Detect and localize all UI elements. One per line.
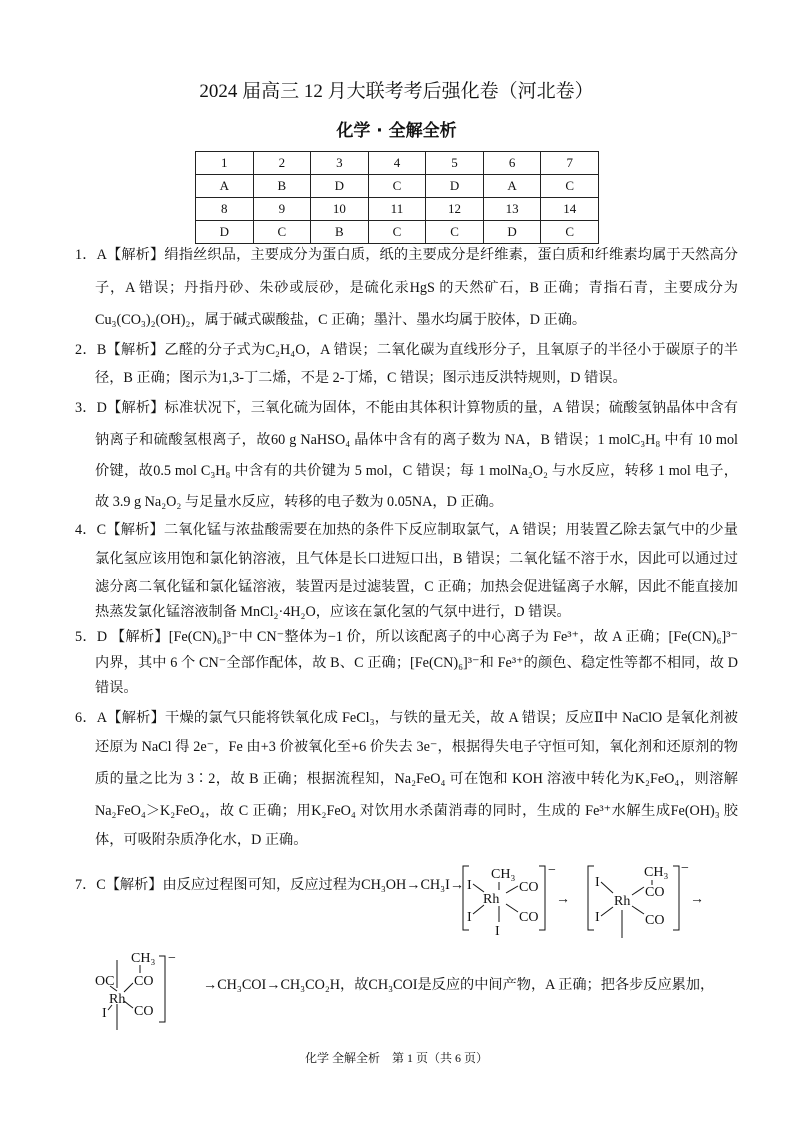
explanation-line: 钠离子和硫酸氢根离子，故60 g NaHSO₄ 晶体中含有的离子数为 NA，B 错误；1 molC₃H₈ 中有 10 mol [95,432,738,448]
table-row [196,221,599,244]
table-cell: D [311,175,369,198]
table-cell: B [253,175,311,198]
table-cell: 13 [483,198,541,221]
explanation-line: 子，A 错误；丹指丹砂、朱砂或辰砂，是硫化汞HgS 的天然矿石，B 正确；青指石青，主要成分为 [95,280,738,296]
table-cell: 4 [368,152,426,175]
explanation-line: 热蒸发氯化锰溶液制备 MnCl₂·4H₂O，应该在氯化氢的气氛中进行，D 错误。 [95,604,571,620]
explanation-line: 5．D 【解析】[Fe(CN)₆]³⁻中 CN⁻整体为−1 价，所以该配离子的中心离子为 Fe³⁺，故 A 正确；[Fe(CN)₆]³⁻ [75,629,738,645]
table-cell: 11 [368,198,426,221]
table-cell: 9 [253,198,311,221]
table-cell: A [483,175,541,198]
chem-label: Rh [483,892,500,907]
explanation-line: 3．D【解析】标准状况下，三氧化硫为固体，不能由其体积计算物质的量，A 错误；硫酸氢钠晶体中含有 [75,400,738,416]
explanation-line: 4．C【解析】二氧化锰与浓盐酸需要在加热的条件下反应制取氯气，A 错误；用装置乙除去氯气中的少量 [75,522,738,538]
explanation-line: 7．C【解析】由反应过程图可知，反应过程为CH₃OH→CH₃I→ [75,877,465,893]
explanation-line: 2．B【解析】乙醛的分子式为C₂H₄O，A 错误；二氧化碳为直线形分子，且氧原子的半径小于碳原子的半 [75,342,738,358]
chem-label: CO [134,1004,154,1019]
explanation-line: 内界，其中 6 个 CN⁻全部作配体，故 B、C 正确；[Fe(CN)₆]³⁻和 Fe³⁺的颜色、稳定性等都不相同，故 D [95,655,738,671]
page-footer: 化学 全解全析 第 1 页（共 6 页） [304,1051,488,1065]
table-cell: A [196,175,254,198]
chem-label: I [495,924,500,939]
chem-label: CH₃ [131,951,156,966]
chem-label: I [467,878,472,893]
charge-label: − [548,863,556,878]
chem-label: OC [95,974,115,989]
table-cell: 8 [196,198,254,221]
table-cell: 1 [196,152,254,175]
table-cell: 10 [311,198,369,221]
table-cell: 14 [541,198,599,221]
chem-label: CO [134,974,154,989]
chem-label: CO [519,880,539,895]
document-title: 2024 届高三 12 月大联考考后强化卷（河北卷） [199,81,594,102]
table-row [196,175,599,198]
explanation-line: 还原为 NaCl 得 2e⁻，Fe 由+3 价被氧化至+6 价失去 3e⁻，根据得失电子守恒可知，氧化剂和还原剂的物 [95,739,738,755]
chem-label: CH₃ [491,867,516,882]
table-cell: C [541,175,599,198]
table-cell: C [368,221,426,244]
arrow-icon: → [556,892,570,907]
explanation-line: 故 3.9 g Na₂O₂ 与足量水反应，转移的电子数为 0.05NA，D 正确。 [95,494,503,510]
chem-label: I [595,910,600,925]
answer-table [195,151,599,244]
table-row [196,152,599,175]
explanation-line: 6．A【解析】干燥的氯气只能将铁氧化成 FeCl₃，与铁的量无关，故 A 错误；反应Ⅱ中 NaClO 是氧化剂被 [75,710,738,726]
chem-label: Rh [109,992,126,1007]
chem-label: I [595,875,600,890]
table-cell: 12 [426,198,484,221]
table-cell: D [483,221,541,244]
explanation-line: Na₂FeO₄＞K₂FeO₄，故 C 正确；用K₂FeO₄ 对饮用水杀菌消毒的同时，生成的 Fe³⁺水解生成Fe(OH)₃ 胶 [95,803,738,819]
explanation-line: 1．A【解析】绢指丝织品，主要成分为蛋白质，纸的主要成分是纤维素，蛋白质和纤维素均属于天然高分 [75,247,738,263]
table-cell: D [426,175,484,198]
table-cell: 5 [426,152,484,175]
explanation-line: 体，可吸附杂质净化水，D 正确。 [95,832,308,848]
table-cell: C [426,221,484,244]
table-cell: C [368,175,426,198]
charge-label: − [681,861,689,876]
explanation-line: 价键，故0.5 mol C₃H₈ 中含有的共价键为 5 mol，C 错误；每 1 molNa₂O₂ 与水反应，转移 1 mol 电子， [95,463,738,479]
table-cell: D [196,221,254,244]
table-cell: 3 [311,152,369,175]
explanation-line: 氯化氢应该用饱和氯化钠溶液，且气体是长口进短口出，B 错误；二氧化锰不溶于水，因此可以通过过 [95,551,738,567]
explanation-line: 径，B 正确；图示为1,3-丁二烯，不是 2-丁烯，C 错误；图示违反洪特规则，D 错误。 [95,370,627,386]
explanation-line: Cu₃(CO₃)₂(OH)₂，属于碱式碳酸盐，C 正确；墨汁、墨水均属于胶体，D 正确。 [95,312,587,328]
table-row [196,198,599,221]
explanation-line: →CH₃COI→CH₃CO₂H，故CH₃COI是反应的中间产物，A 正确；把各步反应累加， [203,977,715,993]
arrow-icon: → [690,892,704,907]
chem-label: CO [645,913,665,928]
document-subtitle: 化学 · 全解全析 [336,121,457,141]
chem-label: I [467,910,472,925]
charge-label: − [168,951,176,966]
chem-label: CH₃ [644,865,669,880]
chem-label: I [102,1006,107,1021]
table-cell: C [541,221,599,244]
table-cell: B [311,221,369,244]
explanation-line: 错误。 [95,680,138,696]
table-cell: 7 [541,152,599,175]
rh-complex-3 [95,951,176,1030]
table-cell: C [253,221,311,244]
table-cell: 6 [483,152,541,175]
rh-complex-1 [463,863,556,939]
table-cell: 2 [253,152,311,175]
chem-label: CO [519,910,539,925]
explanation-line: 滤分离二氧化锰和氯化锰溶液，装置丙是过滤装置，C 正确；加热会促进锰离子水解，因此不能直接加 [95,579,738,595]
rh-complex-2 [588,861,689,938]
chem-label: Rh [614,894,631,909]
chem-label: CO [645,885,665,900]
explanation-line: 质的量之比为 3∶2，故 B 正确；根据流程知，Na₂FeO₄ 可在饱和 KOH 溶液中转化为K₂FeO₄，则溶解 [95,771,738,787]
